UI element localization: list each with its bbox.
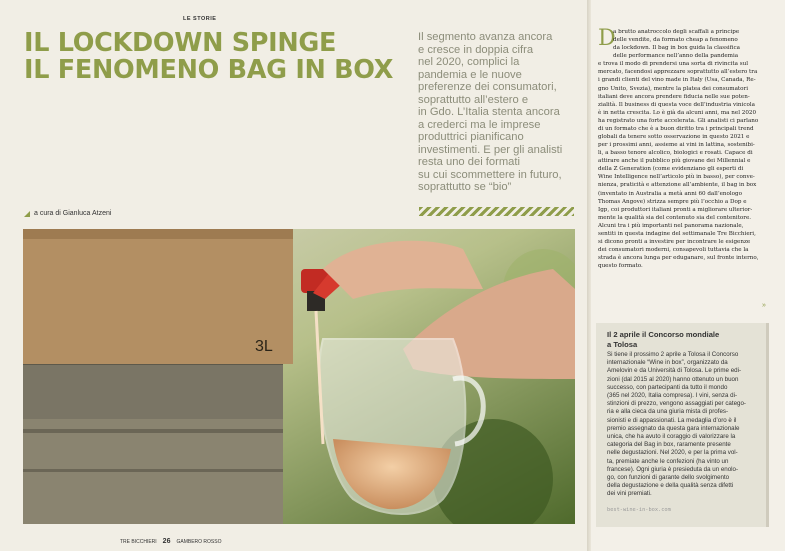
- box-volume-label: 3L: [255, 338, 273, 355]
- body-line: questo formato.: [598, 263, 643, 270]
- body-line: attirare anche il pubblico più giovane dei Millennial e: [598, 158, 751, 165]
- body-line: per i prossimi anni, assieme ai vini in lattina, sostenibi-: [598, 142, 755, 149]
- body-line: zialità. Il business di questa voce dell’industria vinicola: [598, 101, 755, 108]
- body-line: mente la qualità sia del contenuto sia del contenitore.: [598, 214, 752, 221]
- box-title-line: Il 2 aprile il Concorso mondiale: [607, 330, 720, 339]
- body-line: e trova il modo di prendersi una sorta di rivincita sul: [598, 61, 749, 68]
- box-title-line: a Tolosa: [607, 339, 638, 349]
- body-line: da lockdown. Il bag in box guida la classifica: [613, 45, 740, 52]
- body-line: strada è ancora lunga per eduganare, sul fronte interno,: [598, 255, 759, 262]
- box-line: categoria del Bag in box, raramente presente: [607, 441, 731, 449]
- body-line: globali da tenere sotto osservazione in questo 2021 e: [598, 134, 750, 141]
- photo-illustration: [23, 229, 575, 524]
- box-line: francese). Ogni giuria è presieduta da un enolo-: [607, 465, 739, 473]
- box-line: Si tiene il prossimo 2 aprile a Tolosa il Concorso: [607, 351, 739, 358]
- sidebar-box-title: [607, 330, 719, 349]
- body-line: italiani deve ancora prendere fiducia nelle sue poten-: [598, 93, 750, 100]
- standfirst-line: a crederci ma le imprese: [418, 118, 541, 131]
- standfirst-line: soprattutto all’estero e: [418, 93, 529, 106]
- page-number: 26: [162, 538, 171, 545]
- box-line: ta, premiate anche le confezioni (ha vinto un: [607, 457, 729, 465]
- triangle-icon: [24, 211, 30, 217]
- body-line: delle vendite, da formato cheap a fenomeno: [613, 37, 738, 44]
- body-line: ha registrato una forte accelerata. Gli analisti ci parlano: [598, 117, 759, 124]
- section-label: LE STORIE: [183, 16, 217, 22]
- standfirst-line: Il segmento avanza ancora: [418, 31, 553, 43]
- sidebar-box-text: [607, 351, 767, 499]
- box-line: della degustazione e della qualità senza difetti: [607, 482, 734, 490]
- standfirst-line: investimenti. E per gli analisti: [418, 143, 563, 156]
- box-line: successo, con partecipanti da tutto il mondo: [607, 383, 728, 391]
- article-end-mark: »: [762, 302, 766, 309]
- box-line: go, con funzioni di garante dello svolgimento: [607, 474, 730, 482]
- standfirst-line: resta uno dei formati: [418, 156, 520, 168]
- body-line: Igp, coi produttori italiani pronti a migliorare ulterior-: [598, 206, 753, 213]
- body-line: della Z Generation (come evidenziano gli esperti di: [598, 166, 744, 173]
- chevron-band-decoration: [419, 207, 574, 216]
- article-body: [598, 28, 768, 270]
- headline: [24, 30, 404, 84]
- byline-text: a cura di Gianluca Atzeni: [34, 210, 112, 217]
- box-line: internazionale “Wine in box”, organizzato da: [607, 359, 728, 367]
- body-line: è in netta crescita. Lo è già da alcuni anni, ma nel 2020: [598, 109, 757, 116]
- body-line: Alcuni tra i più importanti nel panorama nazionale,: [598, 222, 744, 229]
- box-line: nelle degustazioni. Nel 2020, e per la prima vol-: [607, 449, 738, 457]
- sidebar-box-url[interactable]: best-wine-in-box.com: [607, 507, 671, 513]
- page-footer: [120, 538, 221, 545]
- box-line: sionisti e di appassionati. La medaglia d’oro è il: [607, 416, 737, 424]
- body-line: Wine Intelligence nell’articolo più in basso), per conve-: [598, 174, 755, 181]
- standfirst-line: e cresce in doppia cifra: [418, 43, 534, 56]
- headline-line: IL LOCKDOWN SPINGE: [24, 28, 337, 58]
- footer-publication: TRE BICCHIERI: [120, 538, 157, 545]
- box-line: ria e alla cieca da una giuria mista di profes-: [607, 408, 729, 416]
- body-line: (inventato in Australia a metà anni 60 dall’enologo: [598, 190, 743, 197]
- byline: [24, 210, 111, 217]
- body-line: i grandi clienti del vino made in Italy (Usa, Canada, Re-: [598, 77, 756, 84]
- box-line: dei vini premiati.: [607, 490, 652, 498]
- standfirst-line: su cui scommettere in futuro,: [418, 168, 562, 181]
- standfirst-line: nel 2020, complici la: [418, 56, 520, 68]
- body-line: Thomas Angove) strizza sempre più l’occhio a Dop e: [598, 198, 747, 205]
- headline-line: IL FENOMENO BAG IN BOX: [24, 55, 394, 85]
- standfirst-line: preferenze dei consumatori,: [418, 81, 557, 93]
- footer-brand: GAMBERO ROSSO: [176, 538, 222, 545]
- body-line: a brutto anatroccolo degli scaffali a principe: [613, 29, 740, 35]
- body-line: nienza, praticità e attenzione all’ambiente, il bag in box: [598, 182, 757, 189]
- body-line: li, a basso tenore alcolico, biologici e rosati. Capace di: [598, 150, 753, 157]
- body-line: sentiti in questa indagine del settimanale Tre Bicchieri,: [598, 230, 756, 237]
- standfirst-line: pandemia e le nuove: [418, 68, 522, 81]
- body-line: gno Unito, Svezia), mentre la platea dei consumatori: [598, 85, 748, 92]
- standfirst: [418, 31, 584, 194]
- body-line: dei consumatori moderni, consapevoli tuttavia che la: [598, 247, 749, 254]
- box-line: zioni (dal 2015 al 2020) hanno ottenuto un buon: [607, 375, 739, 383]
- box-line: stinzioni di prezzo, vengono assaggiati per catego-: [607, 400, 746, 408]
- body-line: si dicono pronti a investire per incontrare le esigenze: [598, 239, 751, 246]
- box-line: Amelovin e da Università di Tolosa. Le prime edi-: [607, 367, 742, 375]
- standfirst-line: in Gdo. L’Italia stenta ancora: [418, 106, 560, 118]
- standfirst-line: soprattutto se “bio”: [418, 181, 512, 193]
- body-line: di un formato che è a buon diritto tra i principali trend: [598, 125, 754, 132]
- lead-photo: [23, 229, 575, 524]
- box-line: (365 nel 2020, Italia compresa). I vini, senza di-: [607, 392, 738, 400]
- box-line: premio assegnato da questa gara internazionale: [607, 424, 740, 432]
- body-line: delle performance nell’anno della pandemia: [613, 53, 739, 60]
- body-line: mercato, facendosi apprezzare soprattutto all’estero tra: [598, 69, 758, 76]
- drop-cap: D: [598, 26, 616, 51]
- box-line: unica, che ha avuto il coraggio di valorizzare la: [607, 433, 736, 441]
- standfirst-line: produttrici pianificano: [418, 131, 524, 143]
